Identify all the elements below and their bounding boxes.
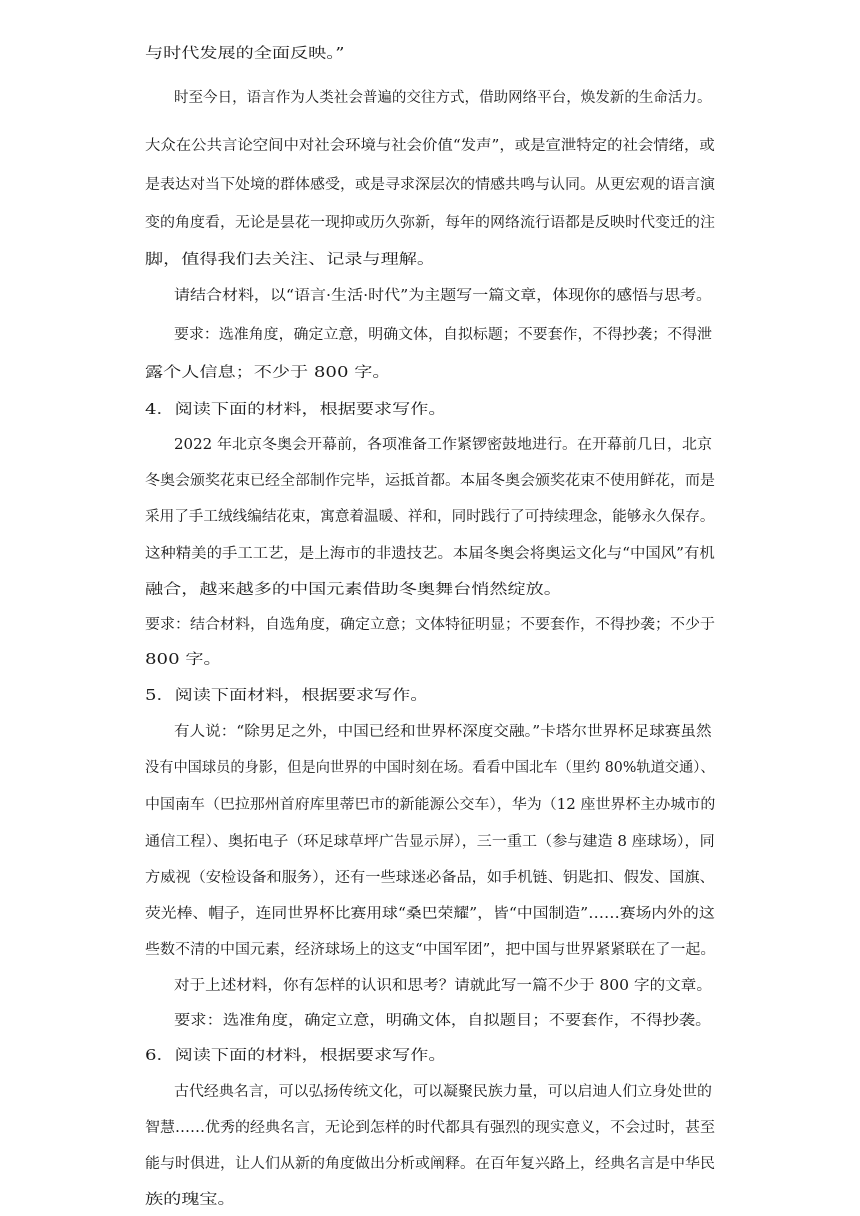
paragraph-line: 与时代发展的全面反映。” <box>145 46 345 62</box>
paragraph-line: 智慧……优秀的经典名言，无论到怎样的时代都具有强烈的现实意义，不会过时，甚至 <box>145 1120 715 1136</box>
paragraph-line: 要求：结合材料，自选角度，确定立意；文体特征明显；不要套作，不得抄袭；不少于 <box>145 617 715 633</box>
question-heading: 5．阅读下面材料，根据要求写作。 <box>145 688 429 704</box>
paragraph-line: 族的瑰宝。 <box>145 1192 236 1208</box>
paragraph-line: 有人说：“除男足之外，中国已经和世界杯深度交融。”卡塔尔世界杯足球赛虽然 <box>174 724 712 740</box>
paragraph-line: 能与时俱进，让人们从新的角度做出分析或阐释。在百年复兴路上，经典名言是中华民 <box>145 1156 715 1172</box>
paragraph-line: 融合，越来越多的中国元素借助冬奥舞台悄然绽放。 <box>145 582 562 598</box>
paragraph-line: 对于上述材料，你有怎样的认识和思考？请就此写一篇不少于 800 字的文章。 <box>174 978 712 994</box>
paragraph-line: 古代经典名言，可以弘扬传统文化，可以凝聚民族力量，可以启迪人们立身处世的 <box>174 1084 712 1100</box>
paragraph-line: 采用了手工绒线编结花束，寓意着温暖、祥和，同时践行了可持续理念，能够永久保存。 <box>145 509 715 525</box>
paragraph-line: 800 字。 <box>145 652 222 668</box>
paragraph-line: 荧光棒、帽子，连同世界杯比赛用球“桑巴荣耀”，皆“中国制造”……赛场内外的这 <box>145 906 715 922</box>
paragraph-line: 是表达对当下处境的群体感受，或是寻求深层次的情感共鸣与认同。从更宏观的语言演 <box>145 177 715 193</box>
paragraph-line: 要求：选准角度，确定立意，明确文体，自拟标题；不要套作，不得抄袭；不得泄 <box>174 327 712 343</box>
paragraph-line: 露个人信息；不少于 800 字。 <box>145 365 391 381</box>
question-heading: 4．阅读下面的材料，根据要求写作。 <box>145 402 447 418</box>
paragraph-line: 些数不清的中国元素，经济球场上的这支“中国军团”，把中国与世界紧紧联在了一起。 <box>145 942 716 958</box>
paragraph-line: 要求：选准角度，确定立意，明确文体，自拟题目；不要套作，不得抄袭。 <box>174 1013 712 1029</box>
paragraph-line: 2022 年北京冬奥会开幕前，各项准备工作紧锣密鼓地进行。在开幕前几日，北京 <box>174 437 713 453</box>
paragraph-line: 变的角度看，无论是昙花一现抑或历久弥新，每年的网络流行语都是反映时代变迁的注 <box>145 215 715 231</box>
paragraph-line: 大众在公共言论空间中对社会环境与社会价值“发声”，或是宣泄特定的社会情绪，或 <box>145 138 715 154</box>
paragraph-line: 没有中国球员的身影，但是向世界的中国时刻在场。看看中国北车（里约 80%轨道交通）、 <box>145 760 715 776</box>
paragraph-line: 脚，值得我们去关注、记录与理解。 <box>145 252 435 268</box>
paragraph-line: 中国南车（巴拉那州首府库里蒂巴市的新能源公交车），华为（12 座世界杯主办城市的 <box>145 797 716 813</box>
question-heading: 6．阅读下面的材料，根据要求写作。 <box>145 1048 447 1064</box>
paragraph-line: 通信工程）、奥拓电子（环足球草坪广告显示屏），三一重工（参与建造 8 座球场），同 <box>145 834 715 850</box>
paragraph-line: 时至今日，语言作为人类社会普遍的交往方式，借助网络平台，焕发新的生命活力。 <box>174 90 712 106</box>
paragraph-line: 冬奥会颁奖花束已经全部制作完毕，运抵首都。本届冬奥会颁奖花束不使用鲜花，而是 <box>145 473 715 489</box>
paragraph-line: 方威视（安检设备和服务），还有一些球迷必备品，如手机链、钥匙扣、假发、国旗、 <box>145 870 715 886</box>
paragraph-line: 这种精美的手工工艺，是上海市的非遗技艺。本届冬奥会将奥运文化与“中国风”有机 <box>145 546 715 562</box>
paragraph-line: 请结合材料，以“语言·生活·时代”为主题写一篇文章，体现你的感悟与思考。 <box>174 288 713 304</box>
